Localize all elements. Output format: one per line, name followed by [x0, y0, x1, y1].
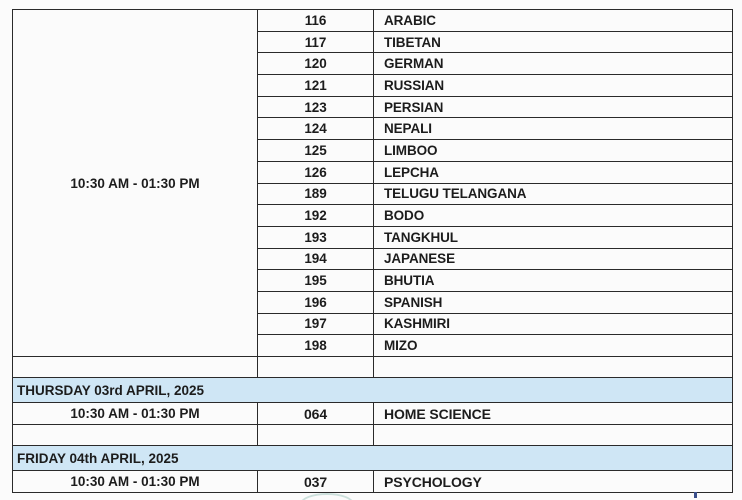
subject-code: 194: [304, 251, 327, 267]
subject-code-cell: [258, 291, 374, 313]
subject-name-cell: [374, 335, 733, 357]
subject-code-cell: [258, 335, 374, 357]
subject-name-cell: [374, 248, 733, 270]
subject-code-cell: [258, 10, 374, 32]
empty-row: [13, 357, 733, 378]
subject-name: GERMAN: [384, 56, 444, 72]
table-row: [13, 403, 733, 425]
subject-code: 192: [304, 208, 327, 224]
subject-name: TELUGU TELANGANA: [384, 186, 527, 202]
date-sheet-table-container: [12, 9, 732, 493]
subject-name: MIZO: [384, 338, 418, 354]
subject-code: 196: [304, 294, 327, 310]
subject-code: 195: [304, 273, 327, 289]
time-slot: 10:30 AM - 01:30 PM: [70, 175, 200, 191]
subject-code-cell: [258, 403, 374, 425]
subject-name: BHUTIA: [384, 273, 435, 289]
day-header-row: [13, 446, 733, 471]
subject-name-cell: [374, 270, 733, 292]
empty-row: [13, 425, 733, 446]
subject-name-cell: [374, 53, 733, 75]
empty-cell: [374, 425, 733, 446]
subject-code-cell: [258, 471, 374, 493]
time-slot: 10:30 AM - 01:30 PM: [13, 471, 258, 493]
empty-cell: [258, 357, 374, 378]
time-slot: 10:30 AM - 01:30 PM: [13, 403, 258, 425]
subject-name-cell: [374, 161, 733, 183]
subject-name: LEPCHA: [384, 164, 439, 180]
subject-code: 124: [304, 121, 327, 137]
subject-name: PSYCHOLOGY: [384, 473, 482, 490]
subject-name-cell: [374, 10, 733, 32]
subject-name: ARABIC: [384, 12, 436, 28]
subject-name: SPANISH: [384, 294, 443, 310]
subject-code-cell: [258, 226, 374, 248]
subject-name-cell: [374, 31, 733, 53]
subject-name-cell: [374, 75, 733, 97]
subject-name: RUSSIAN: [384, 77, 445, 93]
official-seal-stamp: [300, 493, 354, 500]
subject-code: 121: [304, 77, 327, 93]
subject-code: 037: [303, 473, 328, 490]
subject-code-cell: [258, 205, 374, 227]
subject-name: TANGKHUL: [384, 229, 458, 245]
subject-name: KASHMIRI: [384, 316, 450, 332]
subject-code: 189: [304, 186, 327, 202]
subject-name-cell: [374, 118, 733, 140]
subject-name-cell: [374, 291, 733, 313]
subject-name-cell: [374, 96, 733, 118]
day-header-row: [13, 378, 733, 403]
subject-code: 123: [304, 99, 327, 115]
subject-code-cell: [258, 270, 374, 292]
subject-code-cell: [258, 53, 374, 75]
subject-code: 064: [303, 405, 328, 422]
subject-name: TIBETAN: [384, 34, 441, 50]
subject-code: 193: [304, 229, 327, 245]
empty-cell: [374, 357, 733, 378]
subject-code: 126: [304, 164, 327, 180]
subject-code-cell: [258, 118, 374, 140]
subject-code: 198: [304, 338, 327, 354]
subject-name-cell: [374, 183, 733, 205]
subject-code-cell: [258, 161, 374, 183]
empty-cell: [13, 425, 258, 446]
subject-code: 125: [304, 142, 327, 158]
day-header: FRIDAY 04th APRIL, 2025: [13, 446, 733, 471]
subject-code-cell: [258, 248, 374, 270]
empty-cell: [258, 425, 374, 446]
subject-name: BODO: [384, 208, 425, 224]
subject-name-cell: [374, 471, 733, 493]
subject-name-cell: [374, 140, 733, 162]
subject-name: NEPALI: [384, 121, 432, 137]
subject-code-cell: [258, 96, 374, 118]
subject-name-cell: [374, 205, 733, 227]
day-header: THURSDAY 03rd APRIL, 2025: [13, 378, 733, 403]
subject-name: HOME SCIENCE: [384, 405, 491, 422]
empty-cell: [13, 357, 258, 378]
subject-code: 116: [304, 12, 327, 28]
subject-name-cell: [374, 403, 733, 425]
subject-code-cell: [258, 313, 374, 335]
subject-name: PERSIAN: [384, 99, 444, 115]
time-slot-cell: [13, 10, 258, 357]
subject-name: LIMBOO: [384, 142, 438, 158]
subject-code-cell: [258, 140, 374, 162]
date-sheet-table: [12, 9, 733, 493]
subject-code-cell: [258, 31, 374, 53]
subject-code-cell: [258, 183, 374, 205]
ink-mark: [694, 492, 697, 498]
subject-name-cell: [374, 226, 733, 248]
subject-code: 120: [304, 56, 327, 72]
table-row: [13, 10, 733, 32]
subject-name-cell: [374, 313, 733, 335]
subject-name: JAPANESE: [384, 251, 455, 267]
table-row: [13, 471, 733, 493]
subject-code: 117: [304, 34, 327, 50]
subject-code-cell: [258, 75, 374, 97]
subject-code: 197: [304, 316, 327, 332]
